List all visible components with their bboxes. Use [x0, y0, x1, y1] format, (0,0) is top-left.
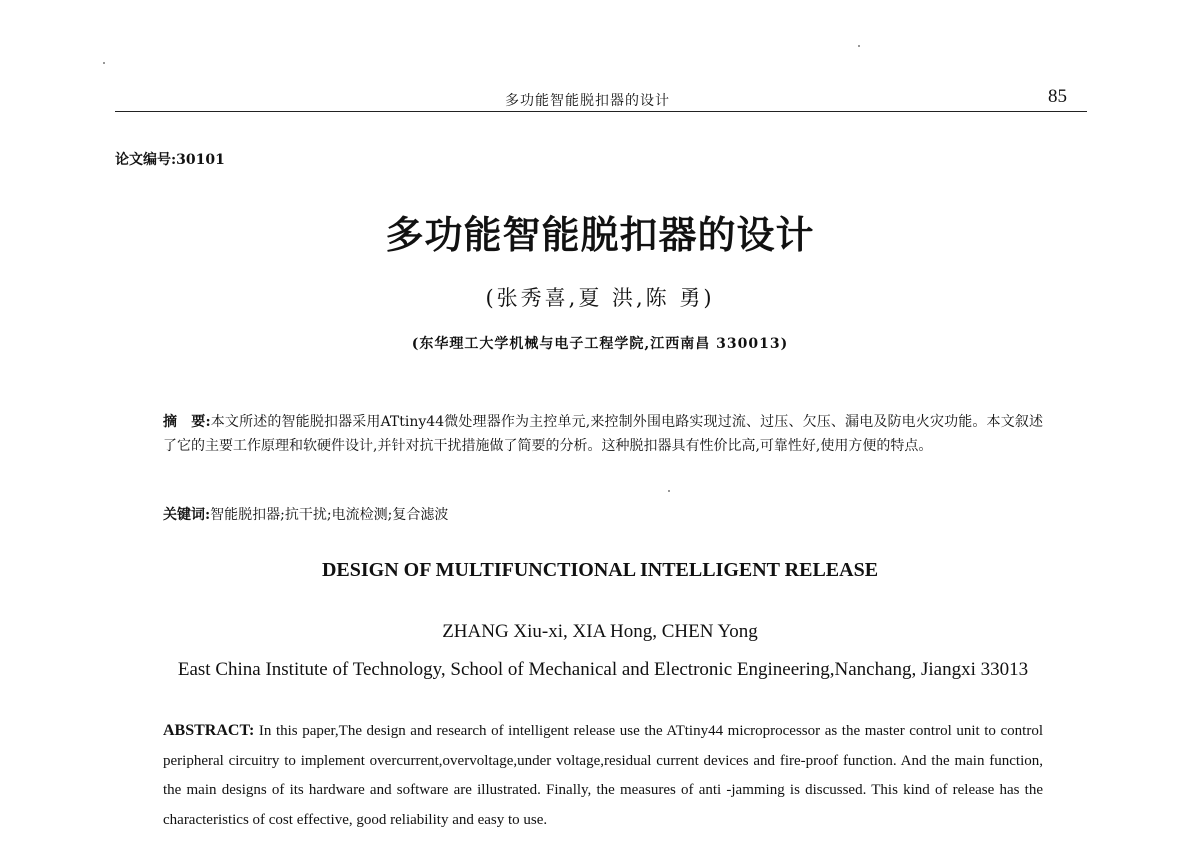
abstract-en-label: ABSTRACT: — [163, 722, 255, 739]
scan-speck — [103, 62, 105, 64]
page-number: 85 — [1048, 86, 1067, 107]
affiliation-en: East China Institute of Technology, School of Mechanical and Electronic Engineering,Nanchang, Jiangxi 33013 — [177, 659, 1029, 680]
paper-title-en: DESIGN OF MULTIFUNCTIONAL INTELLIGENT RELEASE — [321, 559, 879, 581]
authors-cn: (张秀喜,夏 洪,陈 勇) — [485, 286, 715, 310]
abstract-cn — [163, 410, 1043, 458]
paper-title-cn: 多功能智能脱扣器的设计 — [385, 213, 815, 257]
abstract-cn-text: 本文所述的智能脱扣器采用ATtiny44微处理器作为主控单元,来控制外围电路实现过流、过压、欠压、漏电及防电火灾功能。本文叙述了它的主要工作原理和软硬件设计,并针对抗干扰措施做了简要的分析。这种脱扣器具有性价比高,可靠性好,使用方便的特点。 — [163, 414, 1043, 454]
scan-speck — [858, 45, 860, 47]
abstract-en-text: In this paper,The design and research of intelligent release use the ATtiny44 microprocessor as the master control unit to control peripheral circuitry to implement overcurrent,overvoltage,under voltage,residual current devices and fire-proof function. And the main function, the main designs of its hardware and software are illustrated. Finally, the measures of anti -jamming is discussed. This kind of release has the characteristics of cost effective, good reliability and easy to use. — [163, 723, 1043, 828]
affiliation-cn: (东华理工大学机械与电子工程学院,江西南昌 330013) — [411, 336, 789, 352]
keywords-cn-label: 关键词: — [163, 507, 211, 523]
paper-id: 论文编号:30101 — [115, 152, 225, 168]
scan-speck — [668, 490, 670, 492]
authors-en: ZHANG Xiu-xi, XIA Hong, CHEN Yong — [442, 621, 758, 642]
keywords-cn-text: 智能脱扣器;抗干扰;电流检测;复合滤波 — [210, 507, 449, 523]
keywords-cn — [163, 504, 1043, 526]
running-header — [115, 86, 1085, 110]
abstract-en — [163, 716, 1043, 835]
running-title: 多功能智能脱扣器的设计 — [505, 93, 670, 109]
header-divider — [115, 111, 1087, 112]
abstract-cn-label: 摘 要: — [163, 414, 211, 430]
